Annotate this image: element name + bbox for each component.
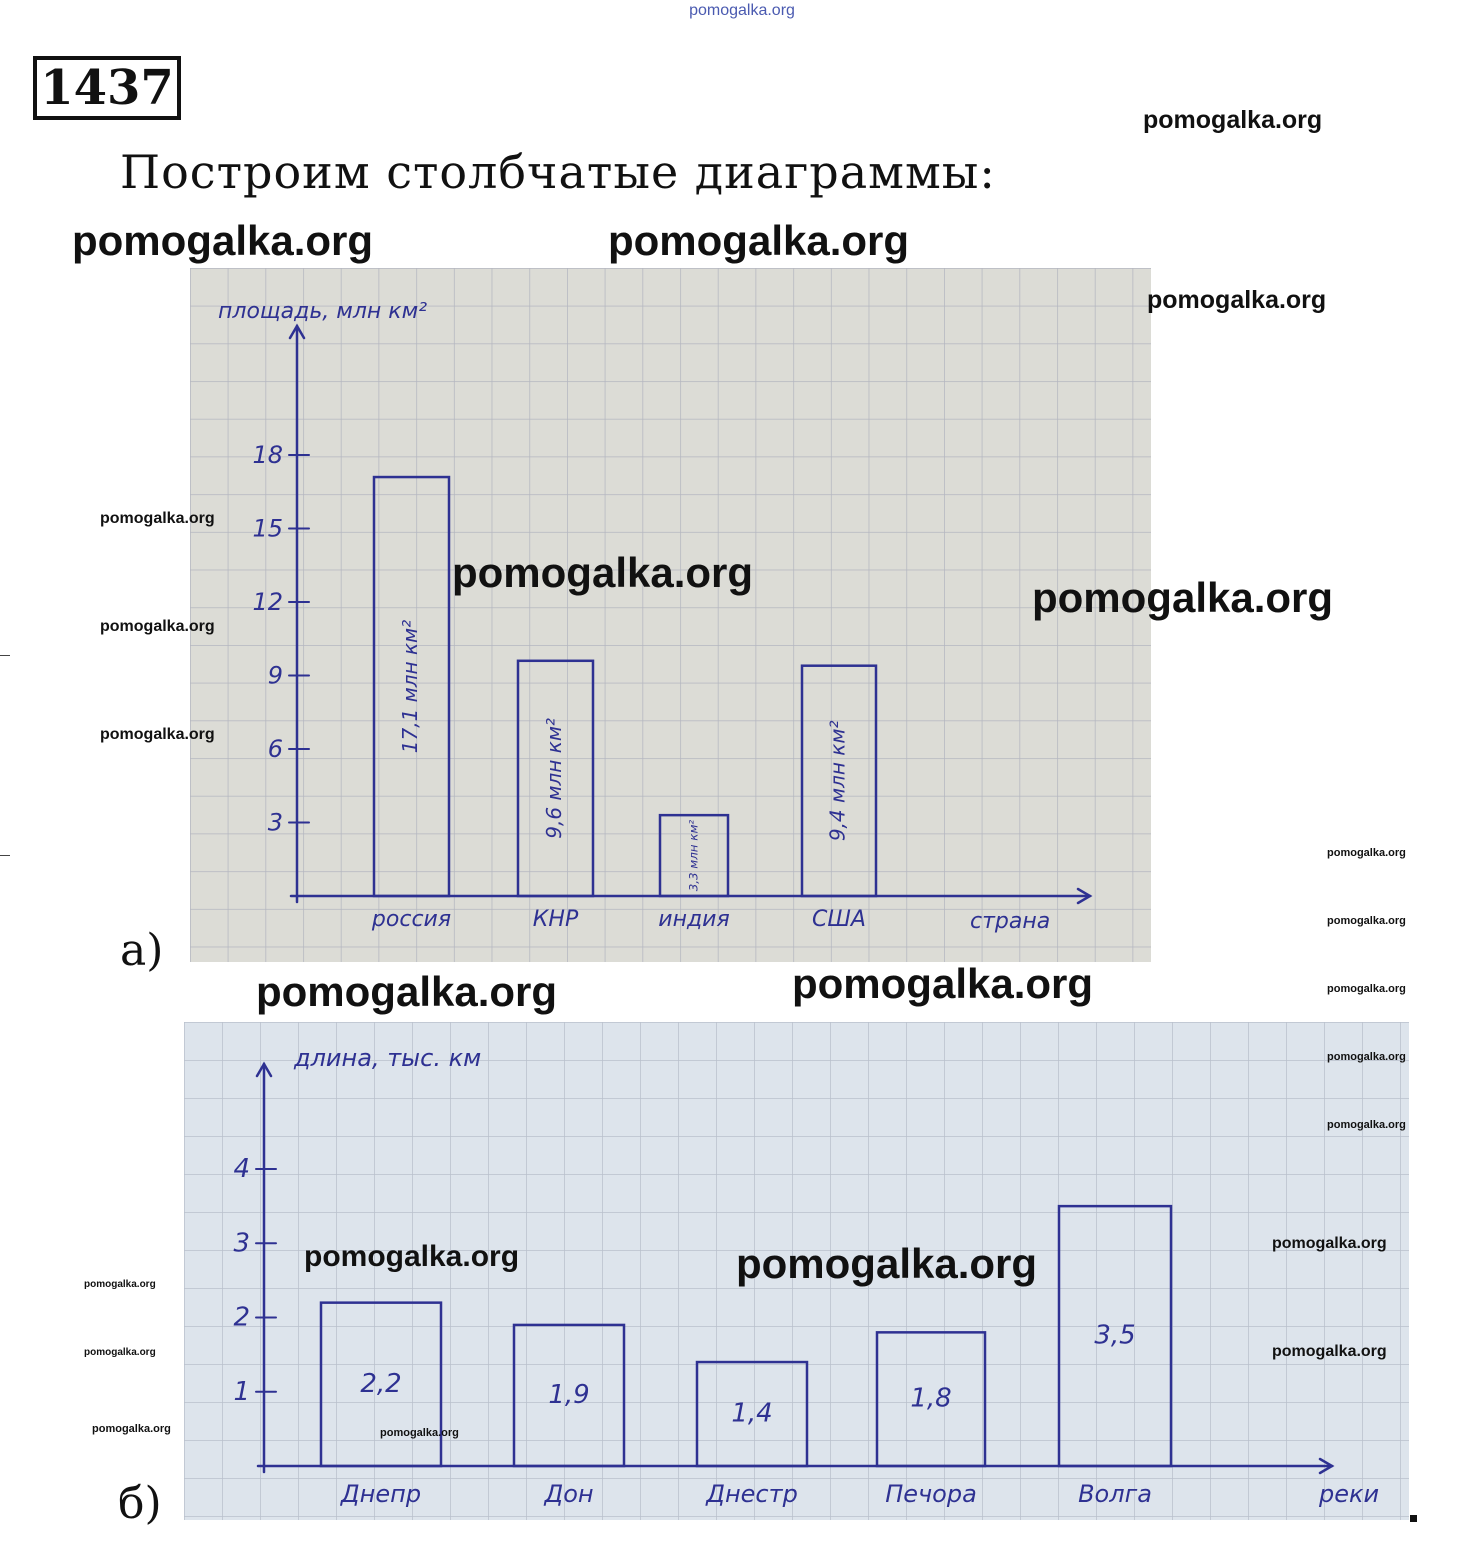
- watermark: pomogalka.org: [1327, 983, 1406, 995]
- part-b-label: б): [118, 1478, 162, 1529]
- watermark: pomogalka.org: [736, 1240, 1038, 1287]
- category-label: Днестр: [706, 1480, 798, 1508]
- watermark: pomogalka.org: [608, 217, 910, 264]
- watermark: pomogalka.org: [304, 1240, 520, 1273]
- data-label: 2,2: [360, 1368, 402, 1399]
- y-tick-label: 6: [267, 735, 283, 763]
- margin-mark: [0, 855, 10, 856]
- watermark: pomogalka.org: [100, 618, 215, 635]
- category-label: КНР: [532, 907, 579, 932]
- y-axis-title: длина, тыс. км: [294, 1044, 482, 1072]
- watermark: pomogalka.org: [1272, 1343, 1387, 1360]
- category-label: Печора: [885, 1480, 977, 1508]
- y-tick-label: 2: [233, 1302, 250, 1333]
- data-label: 3,5: [1094, 1320, 1136, 1351]
- data-label: 3,3 млн км²: [686, 819, 701, 892]
- category-label: Волга: [1078, 1480, 1152, 1508]
- category-label: россия: [371, 907, 452, 932]
- site-watermark-top: pomogalka.org: [689, 2, 795, 19]
- watermark: pomogalka.org: [792, 960, 1094, 1007]
- watermark: pomogalka.org: [380, 1427, 459, 1439]
- data-label: 17,1 млн км²: [398, 619, 422, 754]
- watermark: pomogalka.org: [92, 1423, 171, 1435]
- y-tick-label: 3: [267, 808, 283, 837]
- data-label: 1,9: [548, 1379, 590, 1410]
- watermark: pomogalka.org: [1327, 1119, 1406, 1131]
- y-tick-label: 12: [252, 588, 283, 616]
- category-label: Днепр: [340, 1480, 422, 1508]
- y-tick-label: 18: [252, 441, 283, 469]
- watermark: pomogalka.org: [100, 510, 215, 527]
- y-tick-label: 15: [252, 514, 283, 543]
- category-label: индия: [658, 907, 730, 932]
- data-label: 1,4: [731, 1398, 773, 1429]
- y-tick-label: 1: [233, 1376, 250, 1407]
- watermark: pomogalka.org: [256, 968, 558, 1015]
- data-label: 1,8: [910, 1383, 952, 1414]
- x-axis-title: реки: [1319, 1480, 1380, 1508]
- watermark: pomogalka.org: [452, 549, 754, 596]
- watermark: pomogalka.org: [72, 217, 374, 264]
- watermark: pomogalka.org: [1327, 915, 1406, 927]
- y-tick-label: 3: [233, 1228, 250, 1259]
- y-tick-label: 4: [233, 1154, 250, 1184]
- watermark: pomogalka.org: [84, 1347, 156, 1358]
- category-label: США: [812, 907, 866, 932]
- margin-mark: [0, 655, 10, 656]
- watermark: pomogalka.org: [1143, 106, 1323, 134]
- x-axis-title: страна: [970, 909, 1051, 934]
- chart-a-grid: [190, 268, 1151, 962]
- y-tick-label: 9: [267, 661, 283, 690]
- chart-a-country-area: [190, 268, 1151, 962]
- watermark: pomogalka.org: [100, 726, 215, 743]
- data-label: 9,6 млн км²: [542, 718, 566, 839]
- category-label: Дон: [544, 1480, 594, 1508]
- watermark: pomogalka.org: [1272, 1235, 1387, 1252]
- watermark: pomogalka.org: [1147, 286, 1327, 314]
- watermark: pomogalka.org: [1327, 1051, 1406, 1063]
- y-axis-title: площадь, млн км²: [218, 299, 428, 324]
- part-a-label: а): [120, 925, 164, 976]
- watermark: pomogalka.org: [1327, 847, 1406, 859]
- page-title: Построим столбчатые диаграммы:: [120, 145, 996, 199]
- problem-number: 1437: [33, 56, 181, 120]
- end-period: [1410, 1515, 1417, 1522]
- data-label: 9,4 млн км²: [825, 720, 850, 842]
- watermark: pomogalka.org: [1032, 574, 1334, 621]
- watermark: pomogalka.org: [84, 1279, 156, 1290]
